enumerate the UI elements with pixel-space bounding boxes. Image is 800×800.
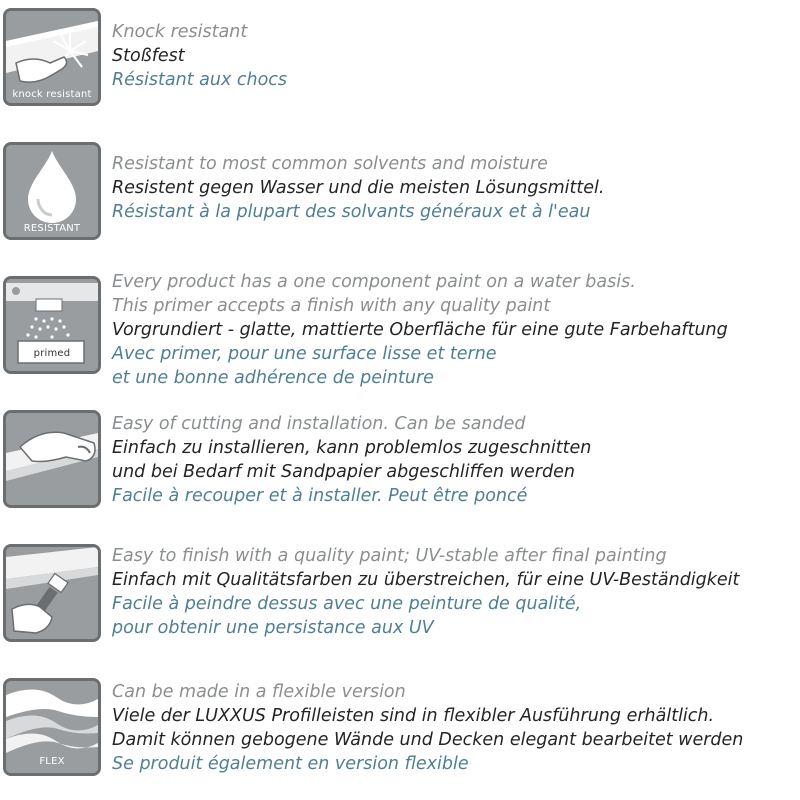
resistant-badge — [3, 142, 101, 240]
text-en: Resistant to most common solvents and moisture — [112, 154, 548, 174]
painting-badge — [3, 544, 101, 642]
text-en: Every product has a one component paint on a water basis. — [112, 272, 636, 292]
primed-badge — [3, 276, 101, 374]
icon-label: primed — [33, 348, 71, 359]
text-en: Can be made in a flexible version — [112, 682, 406, 702]
text-fr: pour obtenir une persistance aux UV — [112, 618, 434, 638]
feature-texts — [112, 20, 798, 92]
text-en: Knock resistant — [112, 22, 248, 42]
text-de: Viele der LUXXUS Profilleisten sind in flexibler Ausführung erhältlich. — [112, 706, 715, 726]
text-en: Easy of cutting and installation. Can be sanded — [112, 414, 526, 434]
text-fr: Résistant aux chocs — [112, 70, 288, 90]
paintbrush-icon — [6, 547, 98, 639]
text-en: This primer accepts a finish with any quality paint — [112, 296, 551, 316]
text-en: Easy to finish with a quality paint; UV-stable after final painting — [112, 546, 667, 566]
text-de: Damit können gebogene Wände und Decken elegant bearbeitet werden — [112, 730, 744, 750]
icon-label: RESISTANT — [23, 223, 81, 234]
text-fr: Se produit également en version flexible — [112, 754, 469, 774]
feature-texts — [112, 270, 798, 390]
text-fr: Avec primer, pour une surface lisse et terne — [112, 344, 497, 364]
feature-texts — [112, 544, 798, 640]
cutting-badge — [3, 410, 101, 508]
text-de: Einfach mit Qualitätsfarben zu überstreichen, für eine UV-Beständigkeit — [112, 570, 740, 590]
knock-resistant-badge — [3, 8, 101, 106]
text-fr: Facile à peindre dessus avec une peinture de qualité, — [112, 594, 582, 614]
icon-label: knock resistant — [12, 89, 92, 100]
text-fr: et une bonne adhérence de peinture — [112, 368, 434, 388]
text-de: Resistent gegen Wasser und die meisten Lösungsmittel. — [112, 178, 605, 198]
text-de: Vorgrundiert - glatte, mattierte Oberfläche für eine gute Farbehaftung — [112, 320, 728, 340]
text-de: Stoßfest — [112, 46, 185, 66]
saw-icon — [6, 413, 98, 505]
text-de: Einfach zu installieren, kann problemlos zugeschnitten — [112, 438, 592, 458]
text-fr: Résistant à la plupart des solvants généraux et à l'eau — [112, 202, 591, 222]
feature-texts — [112, 412, 798, 508]
flex-badge — [3, 678, 101, 776]
icon-label: FLEX — [39, 756, 65, 767]
text-fr: Facile à recouper et à installer. Peut être poncé — [112, 486, 528, 506]
feature-texts — [112, 152, 798, 224]
text-de: und bei Bedarf mit Sandpapier abgeschliffen werden — [112, 462, 575, 482]
feature-texts — [112, 680, 798, 776]
